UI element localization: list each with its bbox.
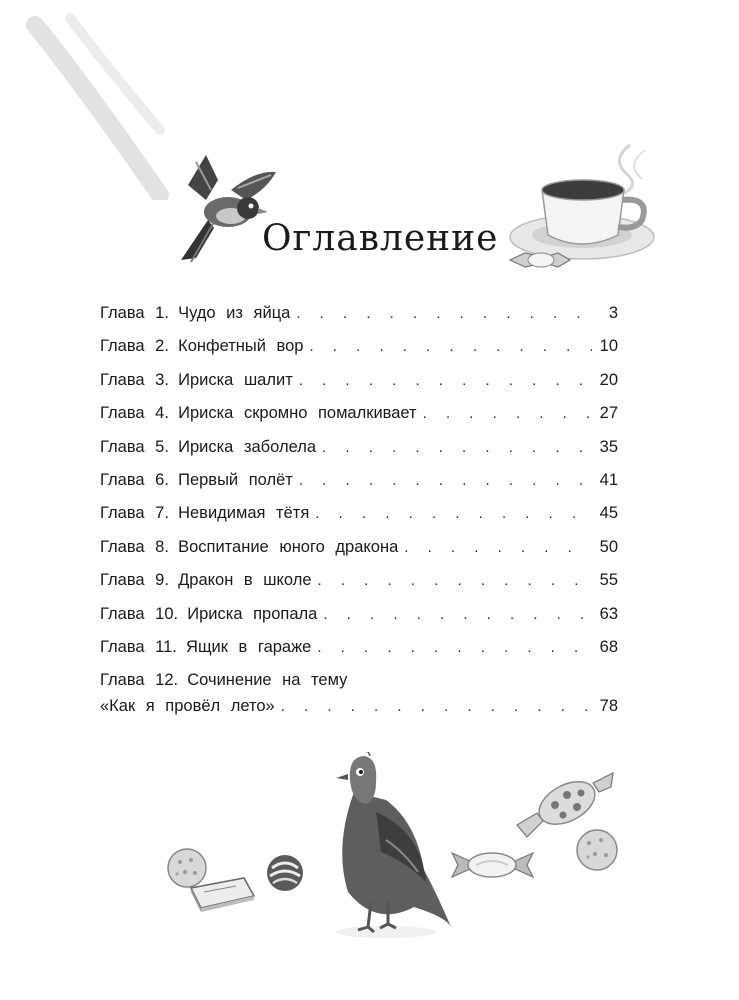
chapter-number: Глава 9. <box>100 571 169 590</box>
chapter-title: Невидимая тётя <box>178 504 310 523</box>
chapter-number: Глава 12. <box>100 671 179 690</box>
leader-dots <box>318 572 592 589</box>
chapter-title: Первый полёт <box>178 470 293 489</box>
candy-icon <box>450 845 535 885</box>
page-number: 78 <box>599 697 618 716</box>
leader-dots <box>317 639 592 656</box>
chapter-title: Ириска пропала <box>187 604 318 623</box>
leader-dots <box>281 698 592 715</box>
page-number: 50 <box>599 537 618 556</box>
leader-dots <box>315 505 592 522</box>
page-number: 63 <box>599 604 618 623</box>
page-number: 41 <box>599 470 618 489</box>
chapter-title: Ириска шалит <box>178 370 293 389</box>
toc-entry[interactable] <box>100 471 618 504</box>
leader-dots <box>423 405 592 422</box>
toc-entry[interactable] <box>100 371 618 404</box>
chapter-number: Глава 4. <box>100 404 169 423</box>
page-number: 68 <box>599 637 618 656</box>
chapter-number: Глава 3. <box>100 370 169 389</box>
toc-entry[interactable] <box>100 605 618 638</box>
chapter-title: Ириска заболела <box>178 437 317 456</box>
chapter-title: Конфетный вор <box>178 337 304 356</box>
leader-dots <box>309 338 592 355</box>
chocolate-box-icon <box>186 876 258 914</box>
chapter-title: Сочинение на тему <box>187 671 348 690</box>
teacup-icon <box>500 135 665 280</box>
page-title: Оглавление <box>262 218 499 259</box>
chapter-number: Глава 10. <box>100 604 179 623</box>
chapter-title: Чудо из яйца <box>178 304 291 322</box>
chapter-number: Глава 6. <box>100 470 169 489</box>
toc-entry[interactable] <box>100 337 618 370</box>
leader-dots <box>404 539 592 556</box>
leader-dots <box>299 472 592 489</box>
page-number: 10 <box>599 337 618 356</box>
table-of-contents <box>100 304 618 729</box>
chapter-number: Глава 11. <box>100 637 177 656</box>
chapter-number: Глава 7. <box>100 504 169 523</box>
page-number: 35 <box>599 437 618 456</box>
leader-dots <box>296 305 592 322</box>
page-number: 27 <box>599 404 618 423</box>
toc-entry[interactable] <box>100 404 618 437</box>
chapter-number: Глава 8. <box>100 537 169 556</box>
chapter-title: Дракон в школе <box>178 571 312 590</box>
chapter-number: Глава 5. <box>100 437 169 456</box>
page-number: 45 <box>599 504 618 523</box>
chapter-title-continued: «Как я провёл лето» <box>100 697 275 716</box>
chapter-title: Ириска скромно помалкивает <box>178 404 417 423</box>
toc-entry[interactable] <box>100 504 618 537</box>
candy-icon <box>573 826 621 874</box>
toc-entry[interactable] <box>100 638 618 671</box>
brush-stroke-decoration <box>20 10 170 200</box>
leader-dots <box>322 439 592 456</box>
toc-entry[interactable] <box>100 538 618 571</box>
page-number: 55 <box>599 571 618 590</box>
candy-icon <box>264 852 306 894</box>
chapter-title: Ящик в гараже <box>186 637 312 656</box>
toc-entry[interactable] <box>100 304 618 337</box>
pigeon-icon <box>326 752 456 940</box>
toc-entry[interactable] <box>100 438 618 471</box>
leader-dots <box>299 372 592 389</box>
chapter-number: Глава 2. <box>100 337 169 356</box>
leader-dots <box>323 606 592 623</box>
chapter-number: Глава 1. <box>100 304 169 322</box>
chapter-title: Воспитание юного дракона <box>178 537 399 556</box>
toc-entry[interactable] <box>100 571 618 604</box>
toc-entry[interactable] <box>100 671 618 729</box>
page-number: 3 <box>608 304 618 322</box>
page-number: 20 <box>599 370 618 389</box>
